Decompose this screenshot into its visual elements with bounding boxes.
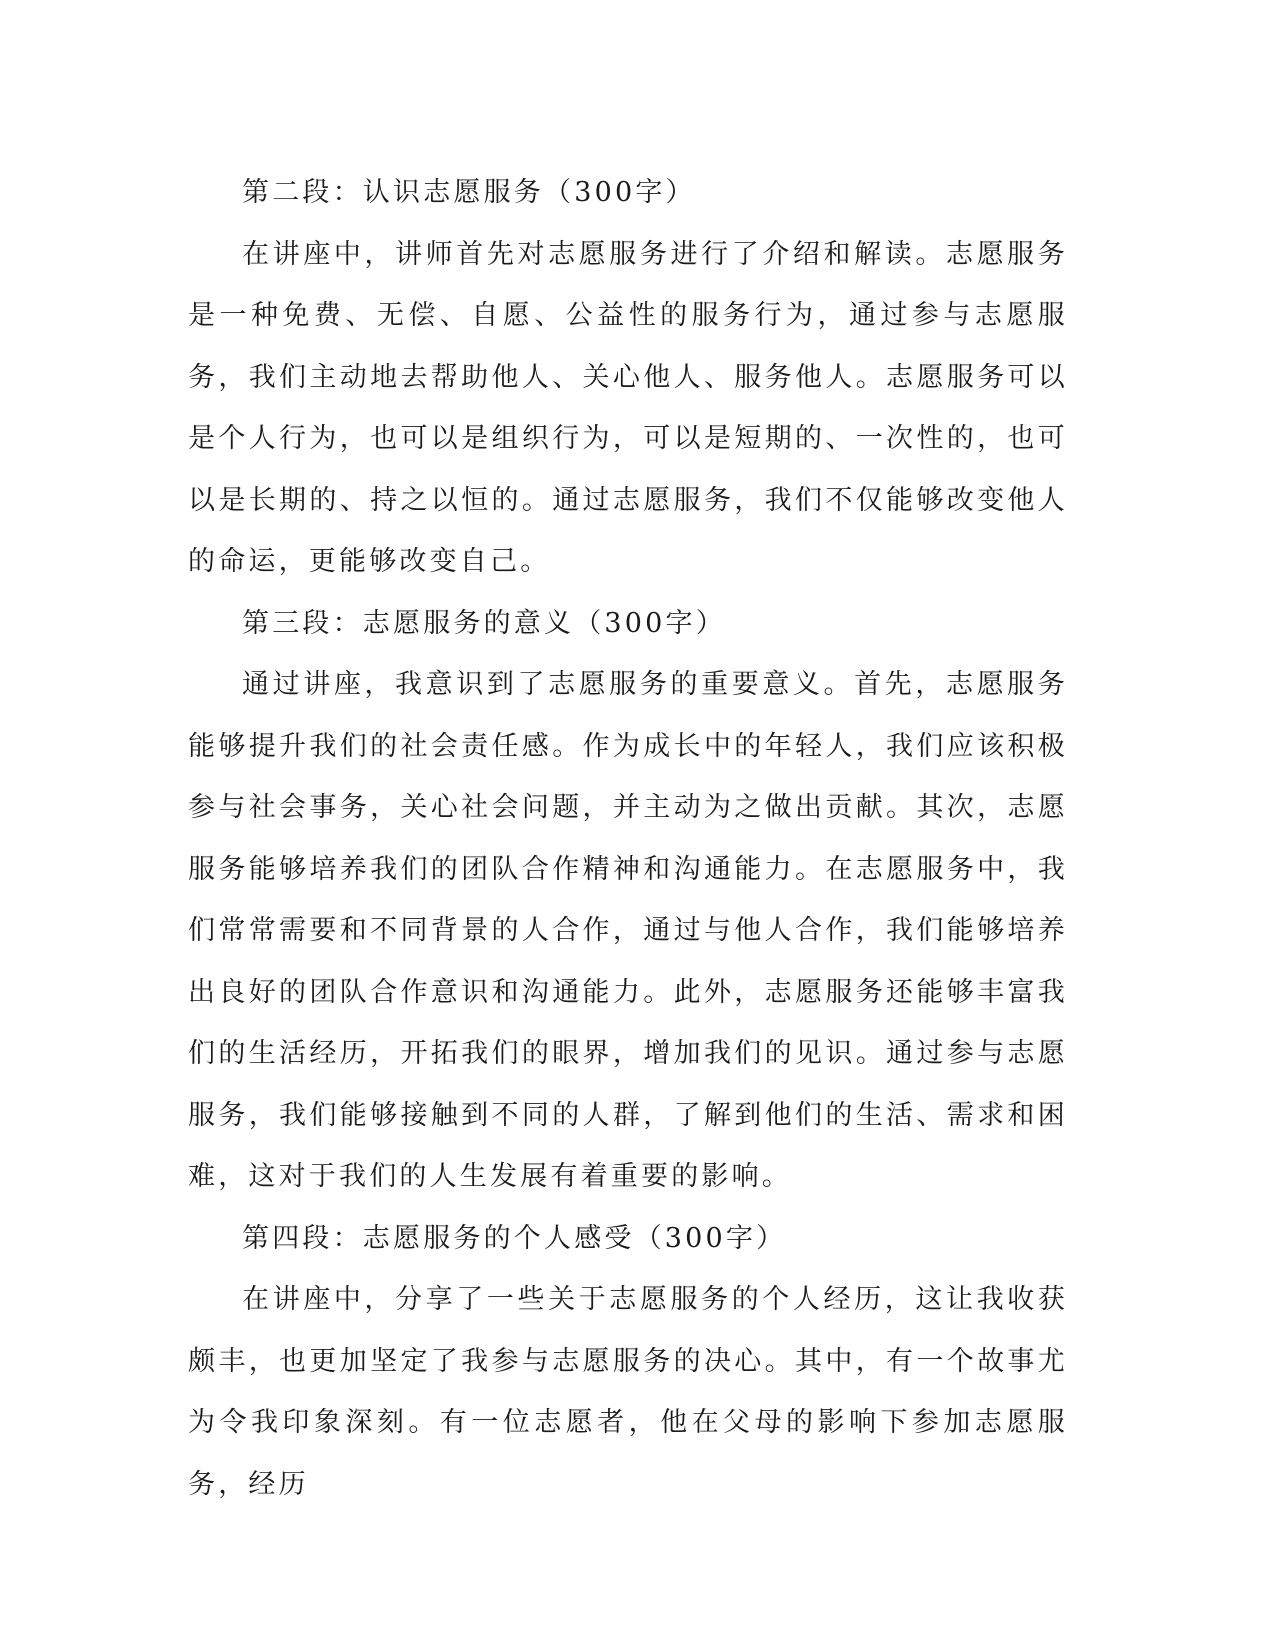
section-heading-2: 第二段：认识志愿服务（300字）	[242, 177, 696, 208]
section-body-4: 在讲座中，分享了一些关于志愿服务的个人经历，这让我收获颇丰，也更加坚定了我参与志愿服务的决心。其中，有一个故事尤为令我印象深刻。有一位志愿者，他在父母的影响下参加志愿服务，经历	[188, 1284, 1068, 1500]
section-heading-3: 第三段：志愿服务的意义（300字）	[242, 607, 726, 639]
section-body-3: 通过讲座，我意识到了志愿服务的重要意义。首先，志愿服务能够提升我们的社会责任感。作为成长中的年轻人，我们应该积极参与社会事务，关心社会问题，并主动为之做出贡献。其次，志愿服务能够培养我们的团队合作精神和沟通能力。在志愿服务中，我们常常需要和不同背景的人合作，通过与他人合作，我们能够培养出良好的团队合作意识和沟通能力。此外，志愿服务还能够丰富我们的生活经历，开拓我们的眼界，增加我们的见识。通过参与志愿服务，我们能够接触到不同的人群，了解到他们的生活、需求和困难，这对于我们的人生发展有着重要的影响。	[188, 669, 1068, 1192]
section-body-2: 在讲座中，讲师首先对志愿服务进行了介绍和解读。志愿服务是一种免费、无偿、自愿、公益性的服务行为，通过参与志愿服务，我们主动地去帮助他人、关心他人、服务他人。志愿服务可以是个人行为，也可以是组织行为，可以是短期的、一次性的，也可以是长期的、持之以恒的。通过志愿服务，我们不仅能够改变他人的命运，更能够改变自己。	[188, 238, 1068, 577]
document-body	[188, 162, 1068, 1515]
section-heading-4: 第四段：志愿服务的个人感受（300字）	[242, 1222, 787, 1254]
